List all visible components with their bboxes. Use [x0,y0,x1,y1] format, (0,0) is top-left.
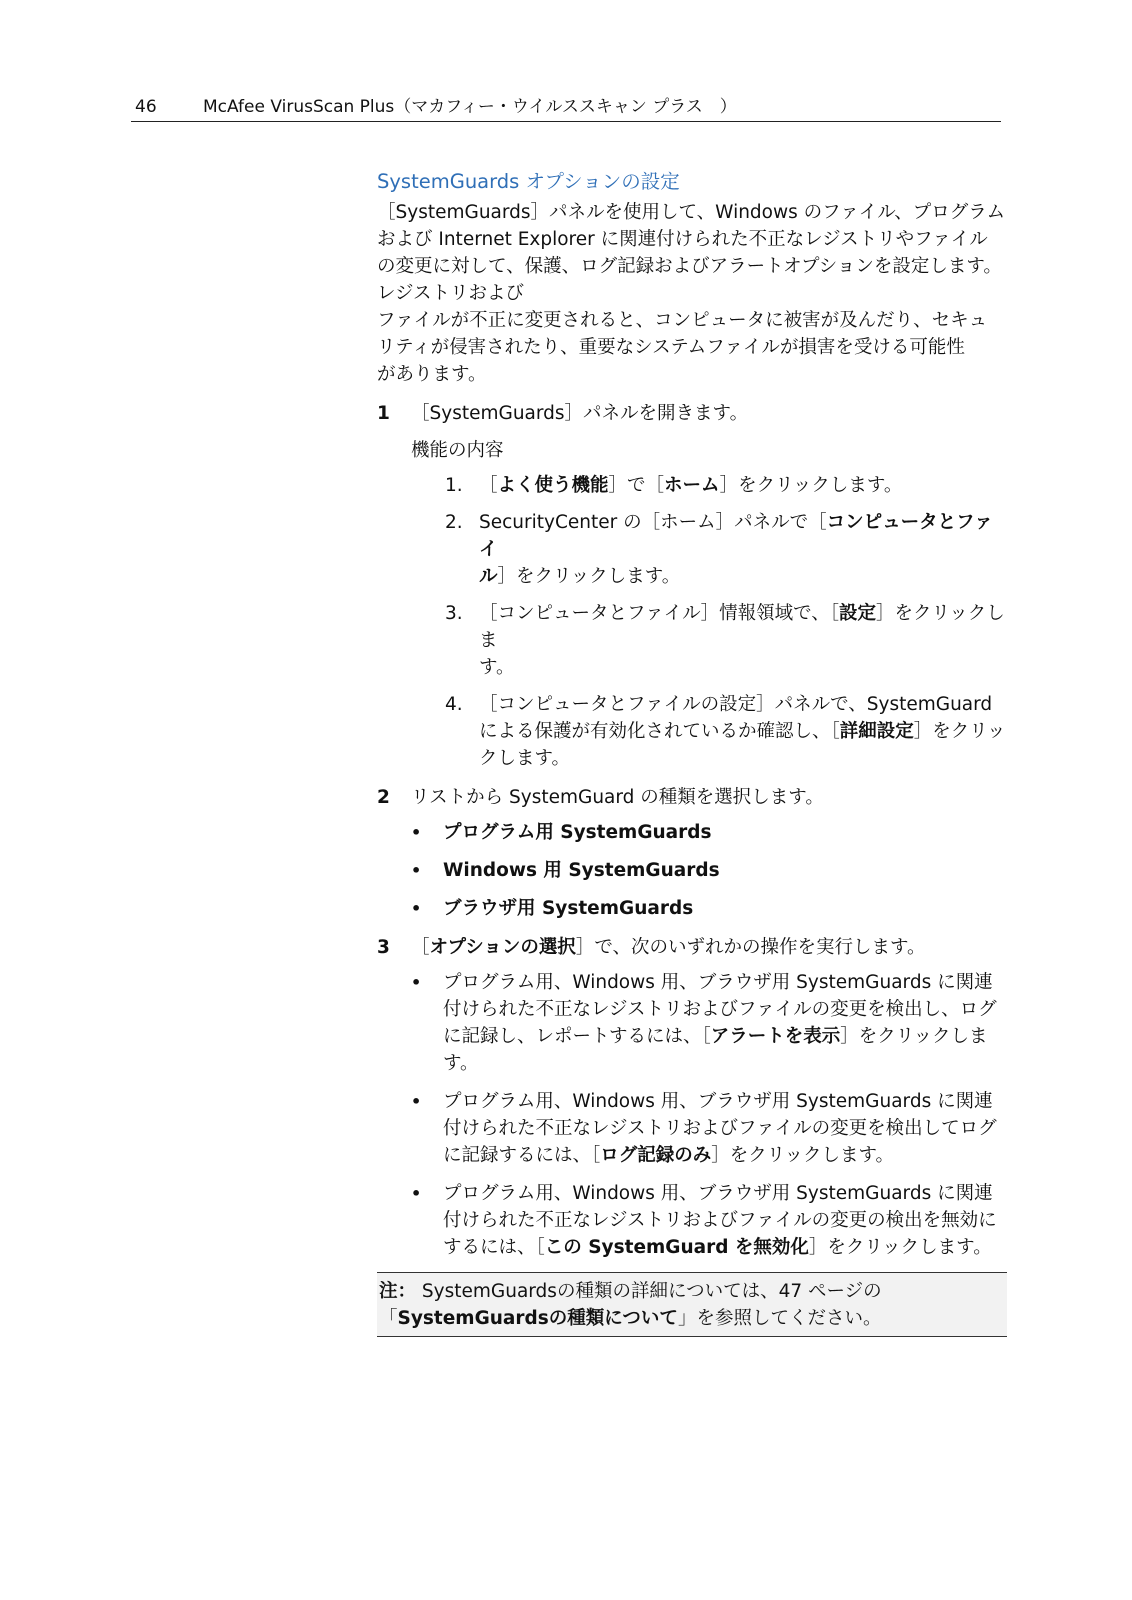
option-label: ログ記録のみ [600,1145,712,1166]
step-number: 2 [377,787,390,808]
list-item [411,1180,1007,1261]
sub-step-number: 3. [445,603,463,624]
bullet-icon: • [411,1092,422,1111]
systemguard-type-list [411,819,1007,922]
bullet-icon: • [411,899,422,918]
option-label: この SystemGuard を無効化 [544,1237,809,1258]
menu-label: オプションの選択 [429,937,576,958]
list-item [411,857,1007,884]
step-text: リストから SystemGuard の種類を選択します。 [411,787,824,808]
intro-line: リティが侵害されたり、重要なシステムファイルが損害を受ける可能性 [377,337,965,358]
option-text: プログラム用、Windows 用、ブラウザ用 SystemGuards に関連付けられた不正なレジストリおよびファイルの変更を検出してログに記録するには、［ [443,1091,997,1166]
sub-step-text: SecurityCenter の［ホーム］パネルで［ [479,512,827,533]
list-item [411,895,1007,922]
menu-label: コンピュータとファイ [479,512,993,560]
menu-label: 詳細設定 [839,721,914,742]
note-text: 」を参照してください。 [677,1308,882,1329]
bullet-icon: • [411,823,422,842]
sub-step-text: ］をクリックします。 [719,475,903,496]
sub-step-4 [445,691,1007,772]
step-3 [377,934,1007,961]
sub-step-3 [445,600,1007,681]
sub-step-text: ［コンピュータとファイル］情報領域で、［ [479,603,840,624]
menu-label: よく使う機能 [497,475,609,496]
option-list [411,969,1007,1261]
note-text: SystemGuardsの種類の詳細については、47 ページの [416,1281,882,1302]
note-text: 「 [379,1308,398,1329]
cross-reference-link[interactable]: SystemGuardsの種類について [397,1308,678,1329]
option-text: プログラム用、Windows 用、ブラウザ用 SystemGuards に関連付けられた不正なレジストリおよびファイルの変更の検出を無効にするには、［ [443,1183,997,1258]
type-label: プログラム用 SystemGuards [443,822,712,843]
type-label: Windows 用 SystemGuards [443,860,720,881]
bullet-icon: • [411,861,422,880]
sub-step-text: ［コンピュータとファイルの設定］パネルで、SystemGuard による保護が有効化されているか確認し、［ [479,694,993,742]
sub-step-number: 2. [445,512,463,533]
option-text: ］をクリックします。 [808,1237,992,1258]
intro-line: ファイルが不正に変更されると、コンピュータに被害が及んだり、セキュ [377,310,988,331]
section-title: SystemGuards オプションの設定 [377,170,680,193]
step-1 [377,400,1007,427]
step-number: 3 [377,937,390,958]
sub-step-2 [445,509,1007,590]
page-number: 46 [135,97,157,117]
intro-line: および Internet Explorer に関連付けられた不正なレジストリやファイル [377,229,988,250]
sub-step-text: ］をクリックします。 [497,566,681,587]
list-item [411,969,1007,1077]
page-header [131,96,1001,122]
main-content [377,168,1007,1337]
bullet-icon: • [411,1184,422,1203]
sub-step-list [445,472,1007,772]
option-text: ］をクリックします。 [711,1145,895,1166]
sub-step-text: ］で［ [608,475,665,496]
header-title: McAfee VirusScan Plus（マカフィー・ウイルススキャン プラス ） [203,97,737,117]
intro-line: ［SystemGuards］パネルを使用して、Windows のファイル、プログラム [377,202,1006,223]
sub-step-number: 1. [445,475,463,496]
type-label: ブラウザ用 SystemGuards [443,898,694,919]
sub-step-number: 4. [445,694,463,715]
list-item [411,1088,1007,1169]
note-box [377,1272,1007,1337]
step-2 [377,784,1007,811]
step-text: ［SystemGuards］パネルを開きます。 [411,403,749,424]
intro-line: があります。 [377,364,487,385]
intro-line: レジストリおよび [377,283,524,304]
sub-step-text: す。 [479,657,515,678]
option-label: アラートを表示 [710,1026,841,1047]
menu-label: ル [479,566,498,587]
intro-paragraph [377,199,1007,388]
note-label: 注： [379,1281,417,1302]
option-text: プログラム用、Windows 用、ブラウザ用 SystemGuards に関連付けられた不正なレジストリおよびファイルの変更を検出し、ログに記録し、レポートするには、［ [443,972,997,1047]
step-number: 1 [377,403,390,424]
menu-label: ホーム [664,475,720,496]
sub-step-text: ［ [479,475,498,496]
list-item [411,819,1007,846]
step-text: ［ [411,937,430,958]
intro-line: の変更に対して、保護、ログ記録およびアラートオプションを設定します。 [377,256,1002,277]
step-text: ］で、次のいずれかの操作を実行します。 [575,937,926,958]
sub-step-text: ］をクリックします。 [479,721,1006,769]
menu-label: 設定 [839,603,877,624]
function-label: 機能の内容 [411,440,504,461]
bullet-icon: • [411,973,422,992]
option-text: ］をクリックします。 [443,1026,988,1074]
sub-step-text: ］をクリックしま [479,603,1005,651]
sub-step-1 [445,472,1007,499]
